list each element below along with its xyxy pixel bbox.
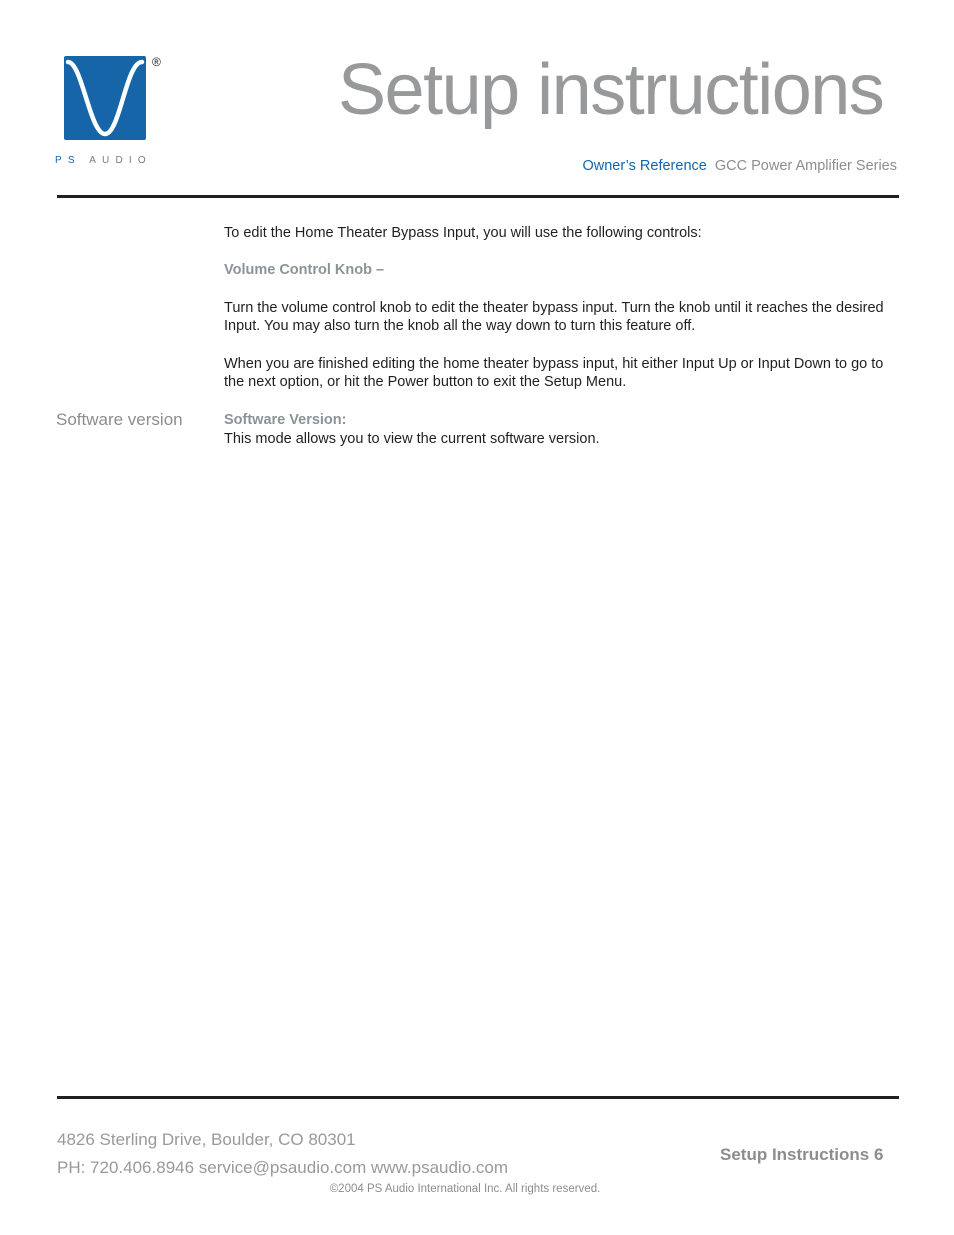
sine-wave-icon — [64, 56, 146, 140]
header-subtitle — [582, 158, 897, 174]
logo-wordmark-audio: AUDIO — [89, 155, 152, 166]
product-name: GCC Power Amplifier Series — [714, 158, 897, 174]
volume-control-paragraph-1: Turn the volume control knob to edit the theater bypass input. Turn the knob until it reaches the desired Input. You may also turn the knob all the way down to turn this feature off. — [224, 300, 884, 334]
page-number-label: Setup Instructions 6 — [720, 1145, 884, 1164]
intro-paragraph: To edit the Home Theater Bypass Input, you will use the following controls: — [224, 225, 702, 241]
registered-mark: ® — [152, 55, 161, 69]
software-version-side-label: Software version — [56, 410, 183, 429]
header-divider — [57, 195, 899, 198]
copyright-notice: ©2004 PS Audio International Inc. All rights reserved. — [329, 1183, 601, 1195]
section-name: Owner’s Reference — [582, 158, 707, 174]
footer-address-block — [57, 1126, 508, 1182]
footer-address: 4826 Sterling Drive, Boulder, CO 80301 — [57, 1130, 356, 1149]
volume-control-paragraph-2: When you are finished editing the home theater bypass input, hit either Input Up or Input Down to go to the next option, or hit the Power button to exit the Setup Menu. — [224, 356, 884, 390]
logo-wordmark-ps: PS — [55, 155, 81, 166]
footer-contact: PH: 720.406.8946 service@psaudio.com www.psaudio.com — [57, 1158, 508, 1177]
page-title: Setup instructions — [338, 50, 884, 130]
volume-control-heading: Volume Control Knob – — [224, 262, 385, 278]
software-version-heading: Software Version: — [224, 412, 347, 428]
ps-audio-logo — [64, 56, 146, 140]
software-version-paragraph: This mode allows you to view the current software version. — [224, 431, 600, 447]
logo-wordmark — [55, 155, 152, 166]
footer-divider — [57, 1096, 899, 1099]
